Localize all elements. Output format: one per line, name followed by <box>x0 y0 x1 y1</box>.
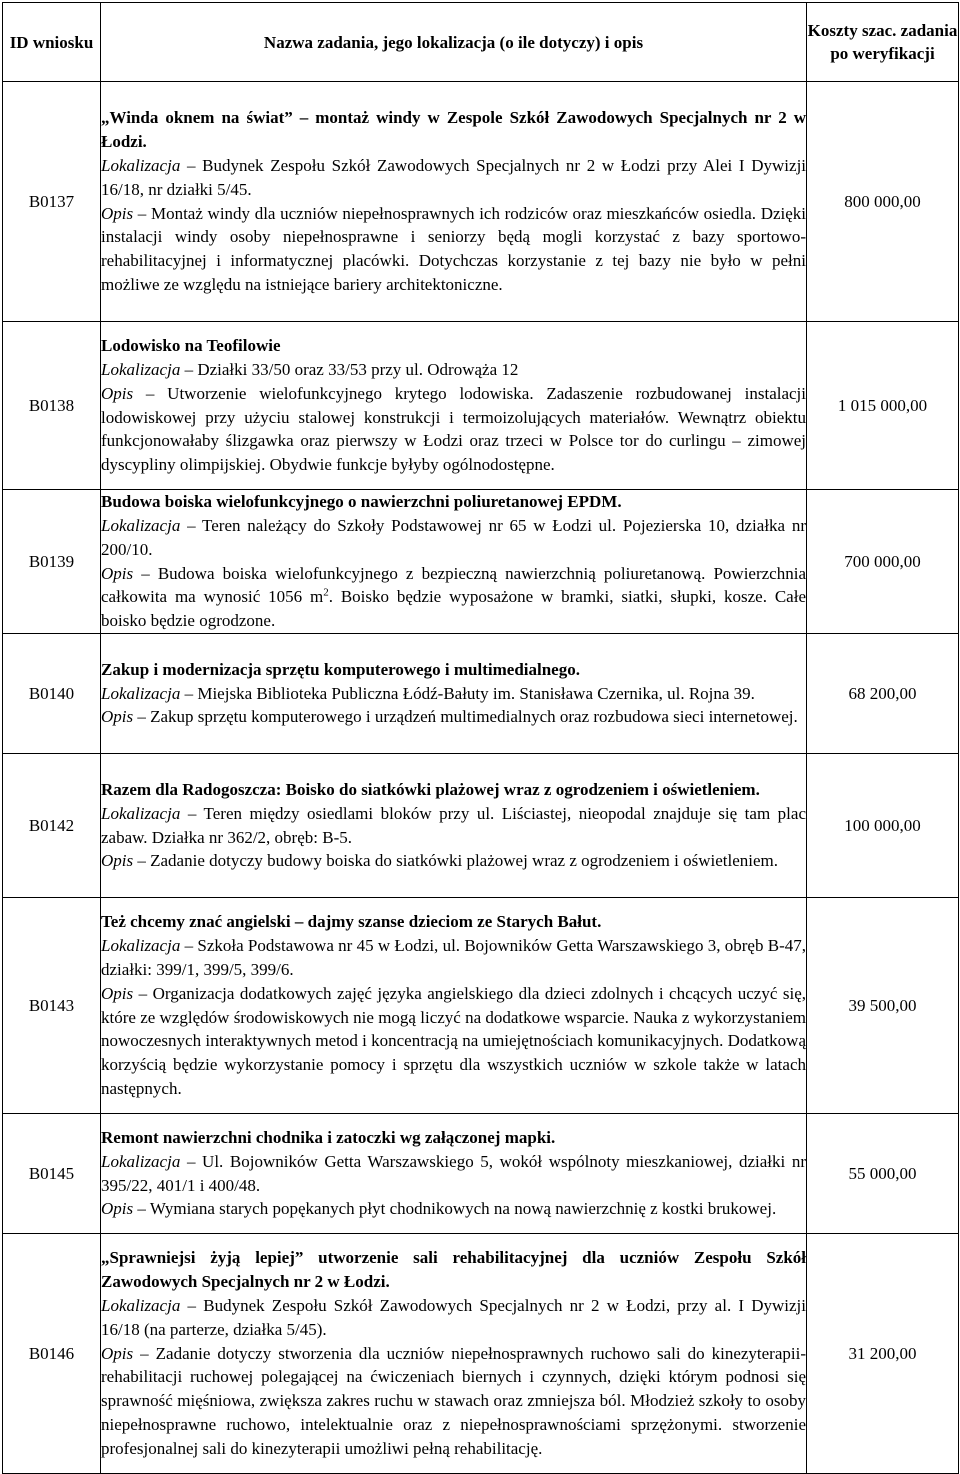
row-description-cell: Zakup i modernizacja sprzętu komputerowego i multimedialnego. Lokalizacja – Miejska Biblioteka Publiczna Łódź-Bałuty im. Stanisława Czernika, ul. Rojna 39. Opis – Zakup sprzętu komputerowego i urządzeń multimedialnych oraz rozbudowa sieci internetowej. <box>101 634 807 754</box>
row-id: B0145 <box>3 1114 101 1234</box>
row-description-cell: Też chcemy znać angielski – dajmy szanse dzieciom ze Starych Bałut. Lokalizacja – Szkoła Podstawowa nr 45 w Łodzi, ul. Bojowników Getta Warszawskiego 3, obręb B-47, działki: 399/1, 399/5, 399/6. Opis – Organizacja dodatkowych zajęć języka angielskiego dla dzieci zdolnych i chcących uczyć się, które ze względów środowiskowych nie mogą liczyć na dodatkowe wsparcie. Nauka z wykorzystaniem nowoczesnych interaktywnych metod i koncentracją na umiejętnościach komunikacyjnych. Dodatkową korzyścią będzie wykorzystanie pomocy i sprzętu dla wszystkich uczniów w szkole także w latach następnych. <box>101 898 807 1114</box>
row-description-cell: Remont nawierzchni chodnika i zatoczki wg załączonej mapki. Lokalizacja – Ul. Bojowników Getta Warszawskiego 5, wokół wspólnoty mieszkaniowej, działki nr 395/22, 401/1 i 400/48. Opis – Wymiana starych popękanych płyt chodnikowych na nową nawierzchnię z kostki brukowej. <box>101 1114 807 1234</box>
superscript-2: 2 <box>323 586 329 599</box>
row-description: Zakup sprzętu komputerowego i urządzeń multimedialnych oraz rozbudowa sieci internetowej. <box>150 707 798 727</box>
row-description: Organizacja dodatkowych zajęć języka angielskiego dla dzieci zdolnych i chcących uczyć się, które ze względów środowiskowych nie mogą liczyć na dodatkowe wsparcie. Nauka z wykorzystaniem nowoczesnych interaktywnych metod i koncentracją na umiejętnościach komunikacyjnych. Dodatkową korzyścią będzie wykorzystanie pomocy i sprzętu dla wszystkich uczniów w szkole także w latach następnych. <box>101 983 807 1098</box>
table-row <box>3 634 959 754</box>
row-id: B0142 <box>3 754 101 898</box>
table-header-row <box>3 3 959 82</box>
budget-table <box>2 2 959 1474</box>
row-location: Teren należący do Szkoły Podstawowej nr 65 w Łodzi ul. Pojezierska 10, działka nr 200/10. <box>101 515 806 559</box>
row-cost: 31 200,00 <box>807 1234 959 1474</box>
row-cost: 100 000,00 <box>807 754 959 898</box>
header-cost: Koszty szac. zadania po weryfikacji <box>807 3 959 82</box>
row-location: Miejska Biblioteka Publiczna Łódź-Bałuty im. Stanisława Czernika, ul. Rojna 39. <box>197 683 755 703</box>
location-label: Lokalizacja <box>101 1296 181 1315</box>
row-location: Budynek Zespołu Szkół Zawodowych Specjalnych nr 2 w Łodzi, przy al. I Dywizji 16/18 (na parterze, działka 5/45). <box>101 1296 807 1339</box>
row-cost: 800 000,00 <box>807 82 959 322</box>
row-id: B0139 <box>3 490 101 634</box>
row-id: B0137 <box>3 82 101 322</box>
row-description-after: . Boisko będzie wyposażone w bramki, siatki, słupki, kosze. Całe boisko będzie ogrodzone. <box>101 587 806 631</box>
row-description-cell: Lodowisko na Teofilowie Lokalizacja – Działki 33/50 oraz 33/53 przy ul. Odrowąża 12 Opis – Utworzenie wielofunkcyjnego krytego lodowiska. Zadaszenie rozbudowanej instalacji lodowiskowej przy użyciu stalowej konstrukcji i termoizolujących materiałów. Wewnątrz obiektu funkcjonowałaby ślizgawka oraz pierwszy w Łodzi oraz trzeci w Polsce tor do curlingu – zimowej dyscypliny olimpijskiej. Obydwie funkcje byłyby ogólnodostępne. <box>101 322 807 490</box>
row-description: Wymiana starych popękanych płyt chodnikowych na nową nawierzchnię z kostki brukowej. <box>149 1199 777 1219</box>
row-location: Budynek Zespołu Szkół Zawodowych Specjalnych nr 2 w Łodzi przy Alei I Dywizji 16/18, nr działki 5/45. <box>101 155 807 199</box>
row-description-cell: „Sprawniejsi żyją lepiej” utworzenie sali rehabilitacyjnej dla uczniów Zespołu Szkół Zawodowych Specjalnych nr 2 w Łodzi. Lokalizacja – Budynek Zespołu Szkół Zawodowych Specjalnych nr 2 w Łodzi, przy al. I Dywizji 16/18 (na parterze, działka 5/45). Opis – Zadanie dotyczy stworzenia dla uczniów niepełnosprawnych ruchowo sali do kinezyterapii- rehabilitacji ruchowej polegającej na ćwiczeniach biernych i czynnych, dzięki którym podnosi się sprawność mięśniowa, zwiększa zakres ruchu w stawach oraz zmniejsza ból. Młodzież szkoły to osoby niepełnosprawne ruchowo, intelektualnie oraz z niepełnosprawnościami sprzężonymi. stworzenie profesjonalnej sali do kinezyterapii umożliwi pełną rehabilitację. <box>101 1234 807 1474</box>
table-row <box>3 1234 959 1474</box>
location-label: Lokalizacja <box>101 515 181 535</box>
row-cost: 39 500,00 <box>807 898 959 1114</box>
row-cost: 700 000,00 <box>807 490 959 634</box>
row-description: Montaż windy dla uczniów niepełnosprawnych ich rodziców oraz mieszkańców osiedla. Dzięki instalacji windy osoby niepełnosprawne i seniorzy będą mogli korzystać z bazy sportowo-rehabilitacyjnej i informatycznej placówki. Dotychczas korzystanie z tej bazy nie było w pełni możliwe ze względu na istniejące bariery architektoniczne. <box>101 203 807 294</box>
description-label: Opis <box>101 983 134 1003</box>
row-description-cell: Budowa boiska wielofunkcyjnego o nawierzchni poliuretanowej EPDM. Lokalizacja – Teren należący do Szkoły Podstawowej nr 65 w Łodzi ul. Pojezierska 10, działka nr 200/10. Opis – Budowa boiska wielofunkcyjnego z bezpieczną nawierzchnią poliuretanową. Powierzchnia całkowita ma wynosić 1056 $m^2$. Boisko będzie wyposażone w bramki, siatki, słupki, kosze. Całe boisko będzie ogrodzone. <box>101 490 807 634</box>
table-row <box>3 754 959 898</box>
row-title: Lodowisko na Teofilowie <box>101 336 281 356</box>
row-id: B0138 <box>3 322 101 490</box>
header-name: Nazwa zadania, jego lokalizacja (o ile dotyczy) i opis <box>101 3 807 82</box>
location-label: Lokalizacja <box>101 359 181 379</box>
row-title: Razem dla Radogoszcza: Boisko do siatkówki plażowej wraz z ogrodzeniem i oświetleniem. <box>101 779 760 799</box>
table-row <box>3 1114 959 1234</box>
description-label: Opis <box>101 203 134 223</box>
location-label: Lokalizacja <box>101 1151 181 1171</box>
row-title: Remont nawierzchni chodnika i zatoczki wg załączonej mapki. <box>101 1127 556 1147</box>
row-id: B0146 <box>3 1234 101 1474</box>
description-label: Opis <box>101 1199 134 1219</box>
description-label: Opis <box>101 707 134 727</box>
table-row <box>3 322 959 490</box>
row-location: Szkoła Podstawowa nr 45 w Łodzi, ul. Bojowników Getta Warszawskiego 3, obręb B-47, działki: 399/1, 399/5, 399/6. <box>101 936 806 979</box>
row-title: „Sprawniejsi żyją lepiej” utworzenie sali rehabilitacyjnej dla uczniów Zespołu Szkół Zawodowych Specjalnych nr 2 w Łodzi. <box>101 1248 806 1292</box>
row-title: Zakup i modernizacja sprzętu komputerowego i multimedialnego. <box>101 659 580 679</box>
location-label: Lokalizacja <box>101 155 181 175</box>
row-title: „Winda oknem na świat” – montaż windy w Zespole Szkół Zawodowych Specjalnych nr 2 w Łodzi. <box>101 108 806 152</box>
row-description: Zadanie dotyczy stworzenia dla uczniów niepełnosprawnych ruchowo sali do kinezyterapii- rehabilitacji ruchowej polegającej na ćwiczeniach biernych i czynnych, dzięki którym podnosi się sprawność mięśniowa, zwiększa zakres ruchu w stawach oraz zmniejsza ból. Młodzież szkoły to osoby niepełnosprawne ruchowo, intelektualnie oraz z niepełnosprawnościami sprzężonymi. stworzenie profesjonalnej sali do kinezyterapii umożliwi pełną rehabilitację. <box>101 1343 806 1458</box>
description-label: Opis <box>101 851 134 871</box>
row-id: B0143 <box>3 898 101 1114</box>
description-label: Opis <box>101 563 134 583</box>
row-description: Budowa boiska wielofunkcyjnego z bezpieczną nawierzchnią poliuretanową. Powierzchnia całkowita ma wynosić 1056 m <box>101 563 806 607</box>
description-label: Opis <box>101 1343 134 1363</box>
row-cost: 55 000,00 <box>807 1114 959 1234</box>
row-cost: 68 200,00 <box>807 634 959 754</box>
table-row <box>3 82 959 322</box>
table-row <box>3 490 959 634</box>
row-title: Budowa boiska wielofunkcyjnego o nawierzchni poliuretanowej EPDM. <box>101 492 622 512</box>
header-id: ID wniosku <box>3 3 101 82</box>
row-id: B0140 <box>3 634 101 754</box>
row-description-cell: Razem dla Radogoszcza: Boisko do siatkówki plażowej wraz z ogrodzeniem i oświetleniem. Lokalizacja – Teren między osiedlami bloków przy ul. Liściastej, nieopodal znajduje się tam plac zabaw. Działka nr 362/2, obręb: B-5. Opis – Zadanie dotyczy budowy boiska do siatkówki plażowej wraz z ogrodzeniem i oświetleniem. <box>101 754 807 898</box>
row-location: Teren między osiedlami bloków przy ul. Liściastej, nieopodal znajduje się tam plac zabaw. Działka nr 362/2, obręb: B-5. <box>101 803 806 847</box>
row-description-cell: „Winda oknem na świat” – montaż windy w Zespole Szkół Zawodowych Specjalnych nr 2 w Łodzi. Lokalizacja – Budynek Zespołu Szkół Zawodowych Specjalnych nr 2 w Łodzi przy Alei I Dywizji 16/18, nr działki 5/45. Opis – Montaż windy dla uczniów niepełnosprawnych ich rodziców oraz mieszkańców osiedla. Dzięki instalacji windy osoby niepełnosprawne i seniorzy będą mogli korzystać z bazy sportowo-rehabilitacyjnej i informatycznej placówki. Dotychczas korzystanie z tej bazy nie było w pełni możliwe ze względu na istniejące bariery architektoniczne. <box>101 82 807 322</box>
row-location: Ul. Bojowników Getta Warszawskiego 5, wokół wspólnoty mieszkaniowej, działki nr 395/22, 401/1 i 400/48. <box>101 1151 806 1195</box>
location-label: Lokalizacja <box>101 803 181 823</box>
location-label: Lokalizacja <box>101 683 181 703</box>
location-label: Lokalizacja <box>101 936 181 956</box>
row-location: Działki 33/50 oraz 33/53 przy ul. Odrowąża 12 <box>197 359 519 379</box>
row-cost: 1 015 000,00 <box>807 322 959 490</box>
table-row <box>3 898 959 1114</box>
row-title: Też chcemy znać angielski – dajmy szanse dzieciom ze Starych Bałut. <box>101 912 602 932</box>
description-label: Opis <box>101 383 134 403</box>
row-description: Utworzenie wielofunkcyjnego krytego lodowiska. Zadaszenie rozbudowanej instalacji lodowiskowej przy użyciu stalowej konstrukcji i termoizolujących materiałów. Wewnątrz obiektu funkcjonowałaby ślizgawka oraz pierwszy w Łodzi oraz trzeci w Polsce tor do curlingu – zimowej dyscypliny olimpijskiej. Obydwie funkcje byłyby ogólnodostępne. <box>101 383 806 475</box>
row-description: Zadanie dotyczy budowy boiska do siatkówki plażowej wraz z ogrodzeniem i oświetleniem. <box>150 851 778 871</box>
